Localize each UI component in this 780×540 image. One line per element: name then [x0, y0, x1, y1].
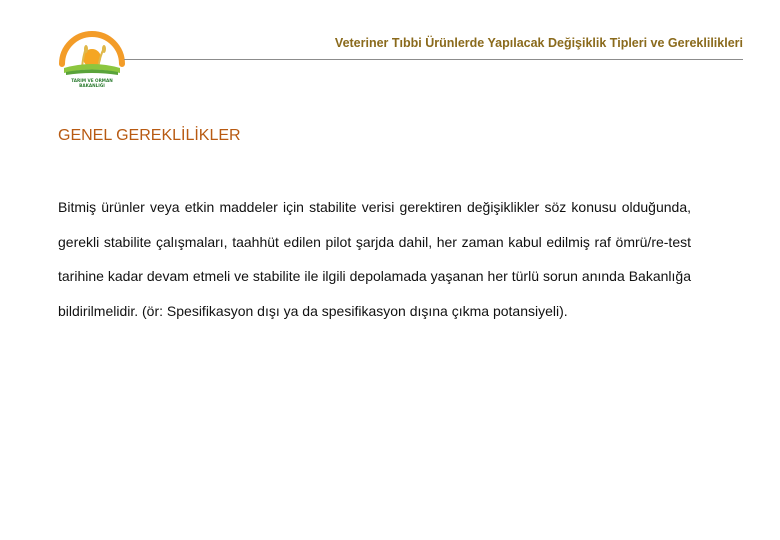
logo-line-2: BAKANLIĞI — [79, 83, 105, 88]
section-body-text: Bitmiş ürünler veya etkin maddeler için stabilite verisi gerektiren değişiklikler söz konusu olduğunda, gerekli stabilite çalışmaları, taahhüt edilen pilot şarjda dahil, her zaman kabul edilmiş raf ömrü/re-test tarihine kadar devam etmeli ve stabilite ile ilgili depolamada yaşanan her türlü sorun anında Bakanlığa bildirilmelidir. (ör: Spesifikasyon dışı ya da spesifikasyon dışına çıkma potansiyeli). — [58, 199, 691, 319]
section-heading: GENEL GEREKLİLİKLER — [58, 127, 241, 144]
document-header-title: Veteriner Tıbbi Ürünlerde Yapılacak Değişiklik Tipleri ve Gereklilikleri — [334, 36, 743, 50]
logo-line-1: TARIM VE ORMAN — [71, 78, 113, 83]
header-divider — [124, 59, 743, 60]
ministry-logo — [52, 24, 132, 94]
ministry-emblem-icon — [52, 24, 132, 94]
